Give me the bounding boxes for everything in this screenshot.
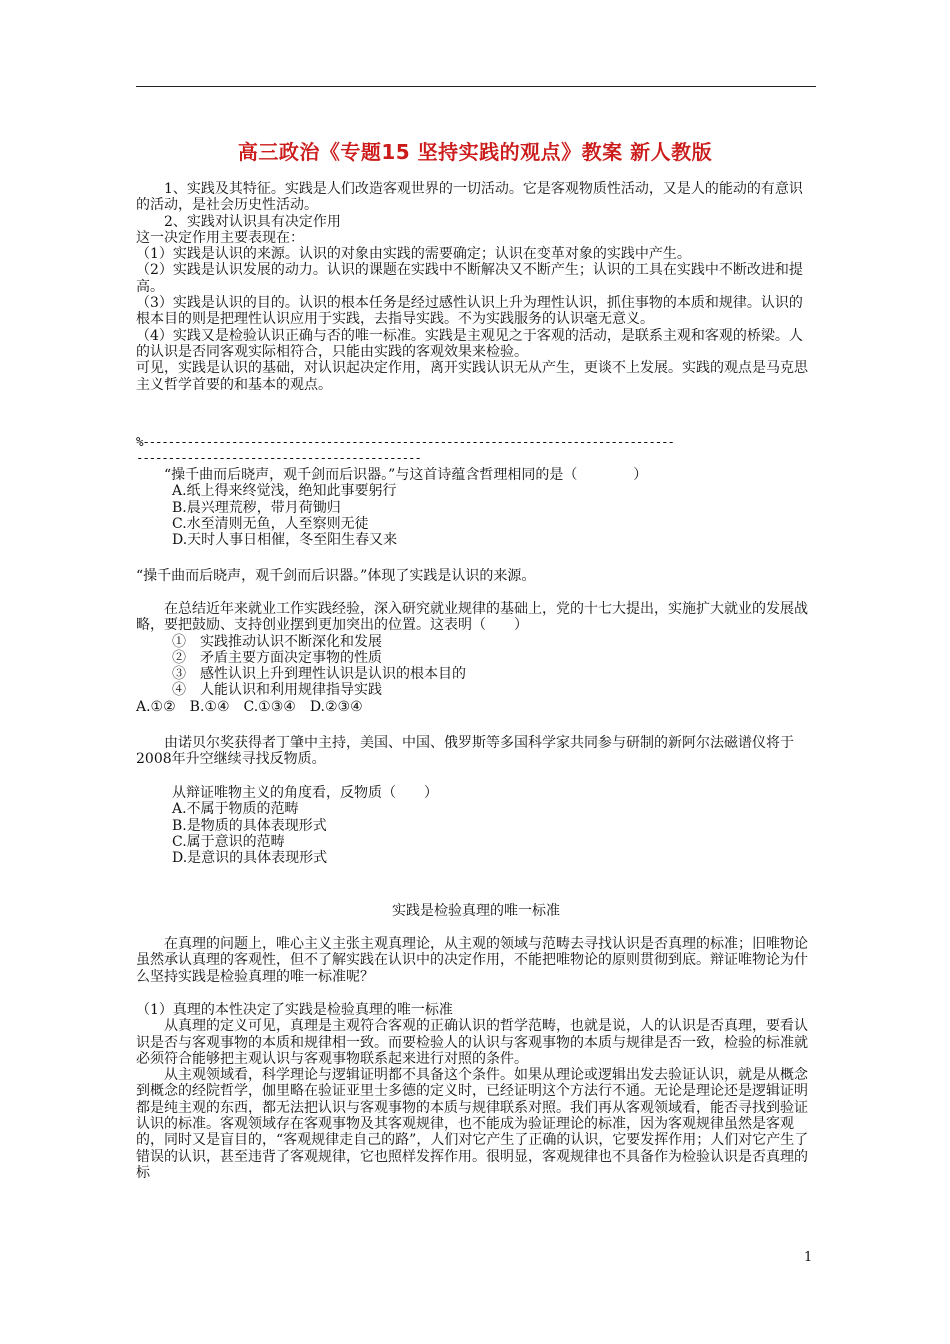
separator-line-2: --------------------------------------------- — [136, 450, 421, 465]
q2-item-1: ① 实践推动认识不断深化和发展 — [172, 633, 382, 650]
document-title: 高三政治《专题15 坚持实践的观点》教案 新人教版 — [237, 140, 713, 164]
question-1 — [136, 467, 816, 548]
q2-item-2: ② 矛盾主要方面决定事物的性质 — [172, 649, 382, 666]
intro-paragraph-6: （3）实践是认识的目的。认识的根本任务是经过感性认识上升为理性认识，抓住事物的本质和规律。认识的根本目的则是把理性认识应用于实践，去指导实践。不为实践服务的认识毫无意义。 — [136, 295, 803, 328]
q1-option-b: B.晨兴理荒秽，带月荷锄归 — [172, 499, 341, 516]
separator — [136, 434, 816, 466]
q3-option-d: D.是意识的具体表现形式 — [172, 850, 328, 867]
question-3 — [136, 785, 816, 866]
header-rule — [136, 86, 816, 87]
section-heading-block — [136, 903, 816, 919]
section-body — [136, 1002, 816, 1181]
section-heading: 实践是检验真理的唯一标准 — [392, 903, 560, 919]
q3-stem: 从辩证唯物主义的角度看，反物质（ ） — [172, 785, 438, 801]
intro-paragraph-8: 可见，实践是认识的基础，对认识起决定作用，离开实践认识无从产生，更谈不上发展。实践的观点是马克思主义哲学首要的和基本的观点。 — [136, 360, 808, 393]
intro-section — [136, 181, 816, 393]
intro-paragraph-7: （4）实践又是检验认识正确与否的唯一标准。实践是主观见之于客观的活动，是联系主观和客观的桥梁。人的认识是否同客观实际相符合，只能由实践的客观效果来检验。 — [136, 327, 803, 360]
q1-stem: “操千曲而后晓声，观千剑而后识器。”与这首诗蕴含哲理相同的是（ ） — [164, 467, 648, 483]
question-3-material — [136, 735, 816, 768]
intro-paragraph-2: 2、实践对认识具有决定作用 — [164, 213, 341, 230]
q2-stem: 在总结近年来就业工作实践经验，深入研究就业规律的基础上，党的十七大提出，实施扩大就业的发展战略，要把鼓励、支持创业摆到更加突出的位置。这表明（ ） — [136, 601, 808, 634]
q3-option-a: A.不属于物质的范畴 — [172, 801, 299, 818]
q3-material: 由诺贝尔奖获得者丁肇中主持，美国、中国、俄罗斯等多国科学家共同参与研制的新阿尔法磁谱仪将于2008年升空继续寻找反物质。 — [136, 735, 794, 768]
section-paragraph-2: 从真理的定义可见，真理是主观符合客观的正确认识的哲学范畴，也就是说，人的认识是否真理，要看认识是否与客观事物的本质和规律相一致。而要检验人的认识与客观事物的本质与规律是否一致，检验的标准就必须符合能够把主观认识与客观事物联系起来进行对照的条件。 — [136, 1018, 808, 1067]
section-intro — [136, 936, 816, 985]
section-paragraph-3: 从主观领域看，科学理论与逻辑证明都不具备这个条件。如果从理论或逻辑出发去验证认识，就是从概念到概念的经院哲学，伽里略在验证亚里士多德的定义时，已经证明这个方法行不通。无论是理论还是逻辑证明都是纯主观的东西，都无法把认识与客观事物的本质与规律联系对照。我们再从客观领域看，能否寻找到验证认识的标准。客观领域存在客观事物及其客观规律，也不能成为验证理论的标准，因为客观规律虽然是客观的，同时又是盲目的，“客观规律走自己的路”，人们对它产生了正确的认识，它要发挥作用；人们对它产生了错误的认识，甚至违背了客观规律，它也照样发挥作用。很明显，客观规律也不具备作为检验认识是否真理的标 — [136, 1067, 809, 1181]
q3-option-b: B.是物质的具体表现形式 — [172, 817, 327, 834]
q3-option-c: C.属于意识的范畴 — [172, 833, 285, 850]
page-number: 1 — [804, 1250, 813, 1265]
q1-answer: “操千曲而后晓声，观千剑而后识器。”体现了实践是认识的来源。 — [136, 568, 536, 584]
intro-paragraph-5: （2）实践是认识发展的动力。认识的课题在实践中不断解决又不断产生；认识的工具在实践中不断改进和提高。 — [136, 262, 803, 295]
q1-answer-block — [136, 568, 816, 584]
section-paragraph-1: 在真理的问题上，唯心主义主张主观真理论，从主观的领域与范畴去寻找认识是否真理的标准；旧唯物论虽然承认真理的客观性，但不了解实践在认识中的决定作用，不能把唯物论的原则贯彻到底。辩证唯物论为什么坚持实践是检验真理的唯一标准呢？ — [136, 936, 808, 985]
q2-item-3: ③ 感性认识上升到理性认识是认识的根本目的 — [172, 666, 466, 683]
section-subheading-1: （1）真理的本性决定了实践是检验真理的唯一标准 — [136, 1002, 453, 1018]
intro-paragraph-1: 1、实践及其特征。实践是人们改造客观世界的一切活动。它是客观物质性活动，又是人的能动的有意识的活动，是社会历史性活动。 — [136, 181, 803, 214]
q2-item-4: ④ 人能认识和利用规律指导实践 — [172, 682, 382, 699]
separator-line-1: %------------------------------------------------------------------------------------ — [136, 434, 674, 449]
intro-paragraph-3: 这一决定作用主要表现在： — [136, 229, 304, 246]
q1-option-c: C.水至清则无鱼，人至察则无徒 — [172, 515, 369, 532]
q1-option-d: D.天时人事日相催，冬至阳生春又来 — [172, 532, 398, 549]
intro-paragraph-4: （1）实践是认识的来源。认识的对象由实践的需要确定；认识在变革对象的实践中产生。 — [136, 246, 691, 263]
q2-choices: A.①② B.①④ C.①③④ D.②③④ — [136, 698, 363, 715]
q1-option-a: A.纸上得来终觉浅，绝知此事要躬行 — [172, 483, 397, 500]
question-2 — [136, 601, 816, 715]
